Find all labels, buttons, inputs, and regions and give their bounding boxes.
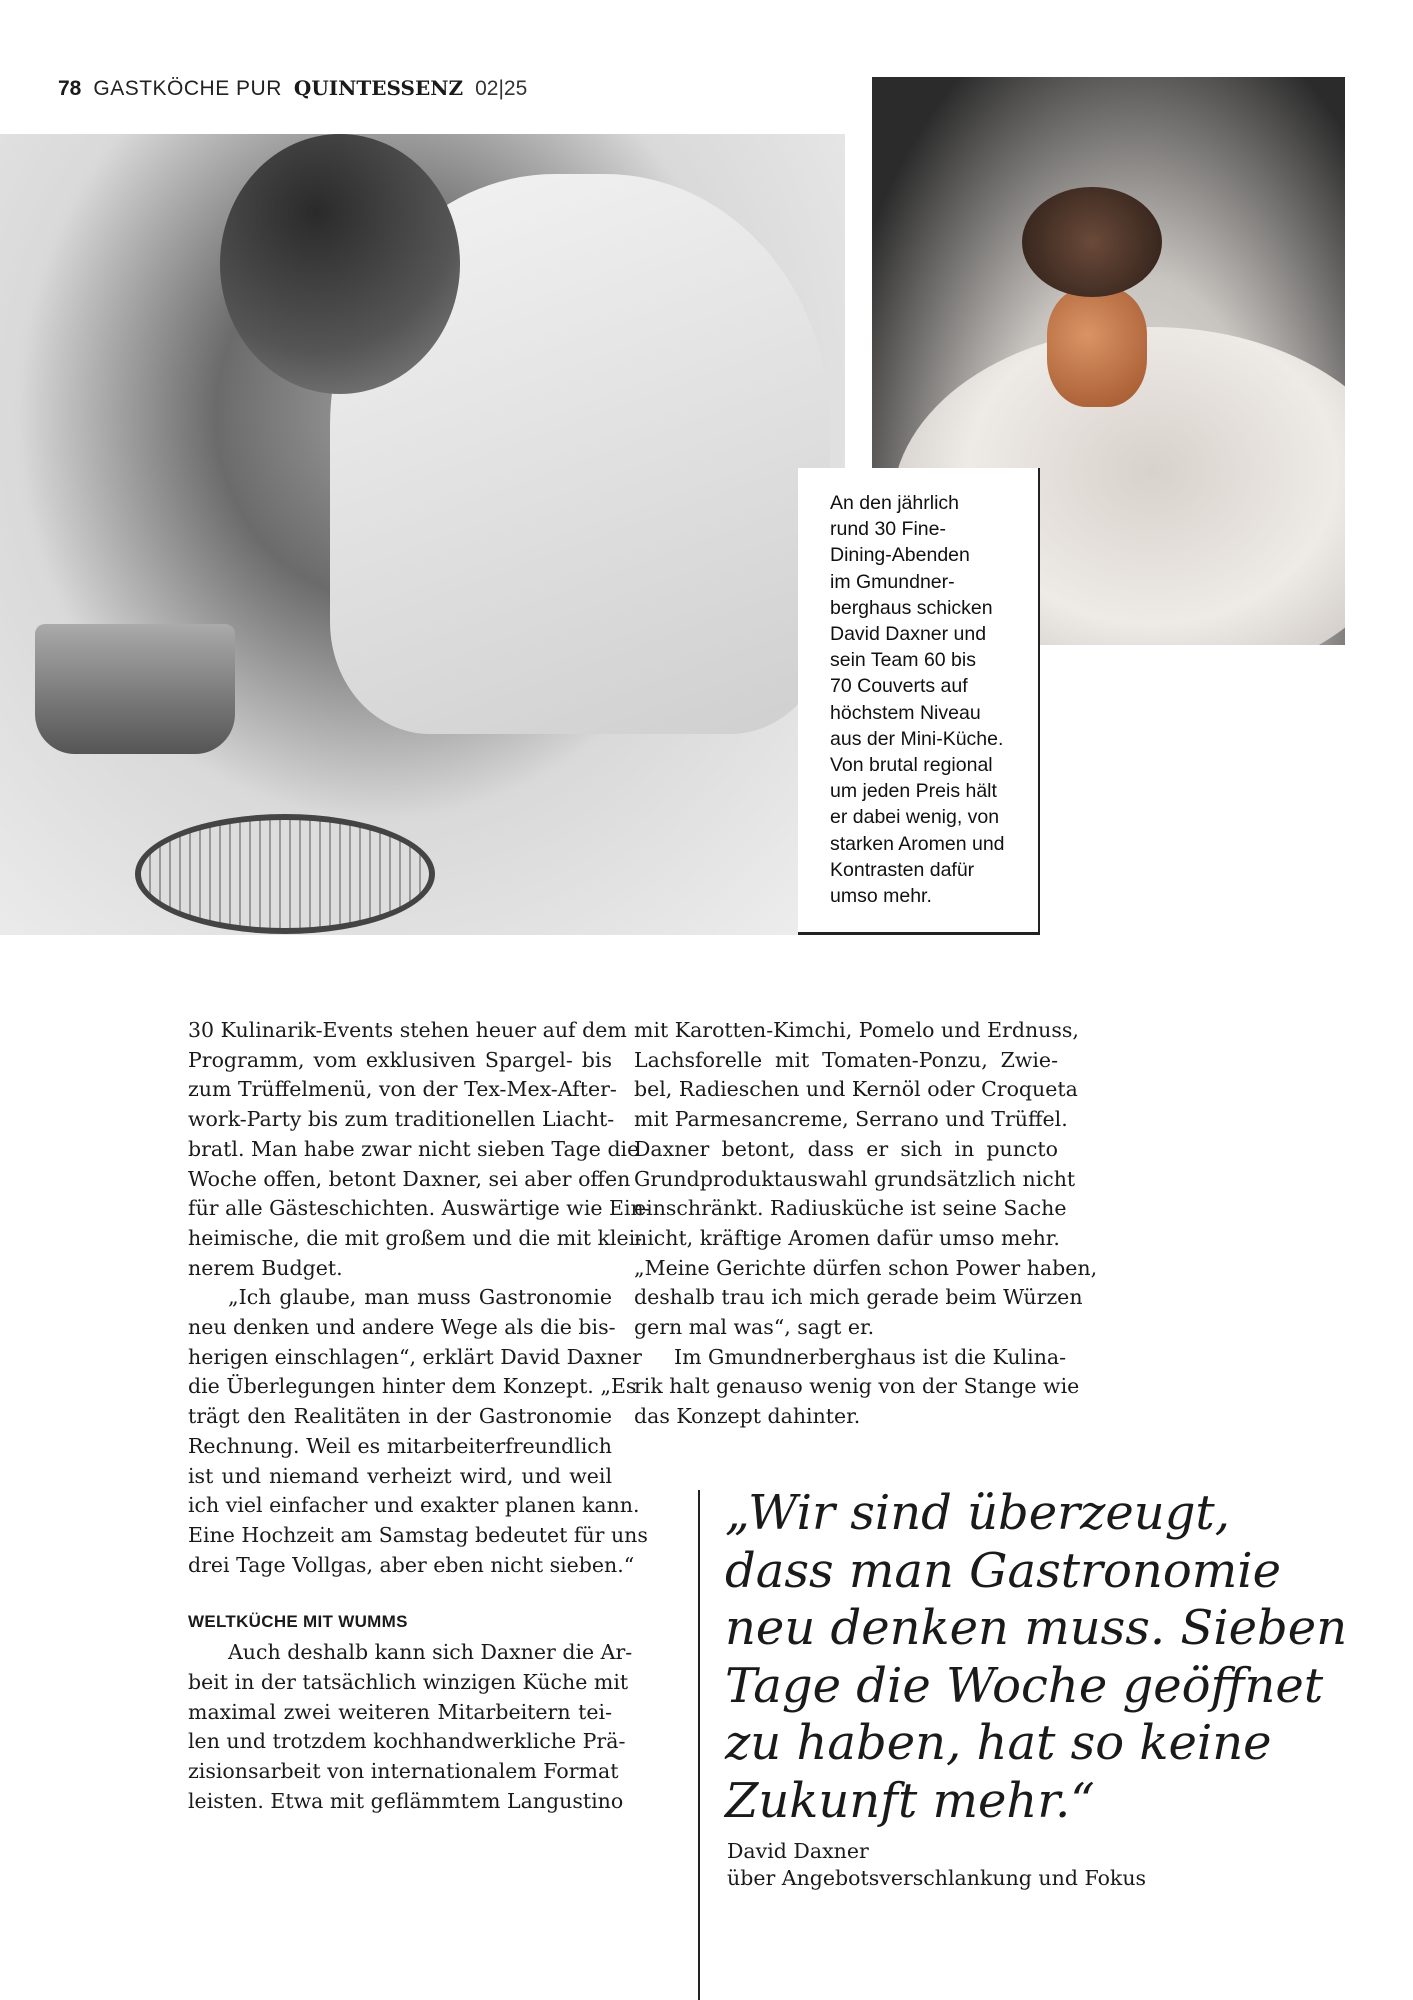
caption-line: An den jährlich xyxy=(830,492,959,514)
caption-line: höchstem Niveau xyxy=(830,701,981,724)
caption-line: David Daxner und xyxy=(830,623,987,646)
text-line: Eine Hochzeit am Samstag bedeutet für uns xyxy=(188,1522,648,1547)
text-line: „Ich glaube, man muss Gastronomie xyxy=(228,1285,612,1310)
text-line: bratl. Man habe zwar nicht sieben Tage die xyxy=(188,1136,640,1161)
text-line: drei Tage Vollgas, aber eben nicht sieben.“ xyxy=(188,1552,635,1577)
text-line: herigen einschlagen“, erklärt David Daxner xyxy=(188,1344,642,1369)
page-header xyxy=(58,76,527,101)
subheading: WELTKÜCHE MIT WUMMS xyxy=(188,1612,408,1632)
caption-line: er dabei wenig, von xyxy=(830,806,1000,829)
paragraph xyxy=(188,1016,651,1283)
text-line: beit in der tatsächlich winzigen Küche mit xyxy=(188,1670,629,1695)
text-line: zum Trüffelmenü, von der Tex-Mex-After- xyxy=(188,1077,617,1102)
caption-line: Dining-Abenden xyxy=(830,544,970,567)
caption-line: 70 Couverts auf xyxy=(830,675,968,698)
quote-line: dass man Gastronomie xyxy=(725,1542,1281,1599)
caption-line: berghaus schicken xyxy=(830,596,993,619)
text-line: deshalb trau ich mich gerade beim Würzen xyxy=(634,1285,1083,1310)
paragraph xyxy=(634,1343,1080,1432)
caption-line: im Gmundner- xyxy=(830,570,955,593)
section-title: GASTKÖCHE PUR xyxy=(93,77,282,100)
text-line: rik halt genauso wenig von der Stange wie xyxy=(634,1374,1080,1399)
text-line: len und trotzdem kochhandwerkliche Prä- xyxy=(188,1729,626,1754)
text-line: Im Gmundnerberghaus ist die Kulina- xyxy=(674,1344,1067,1369)
quote-rule xyxy=(698,1490,700,2000)
text-line: bel, Radieschen und Kernöl oder Croqueta xyxy=(634,1077,1078,1102)
text-line: leisten. Etwa mit geflämmtem Langustino xyxy=(188,1788,624,1813)
paragraph xyxy=(188,1283,648,1580)
quote-line: Zukunft mehr.“ xyxy=(725,1772,1095,1829)
caption-line: Von brutal regional xyxy=(830,754,993,777)
caption-line: um jeden Preis hält xyxy=(830,780,997,803)
text-line: 30 Kulinarik-Events stehen heuer auf dem xyxy=(188,1018,627,1042)
text-line: die Überlegungen hinter dem Konzept. „Es xyxy=(188,1374,637,1399)
text-line: Grundproduktauswahl grundsätzlich nicht xyxy=(634,1166,1076,1191)
text-line: einschränkt. Radiusküche ist seine Sache xyxy=(634,1196,1067,1221)
quote-line: zu haben, hat so keine xyxy=(725,1715,1272,1771)
text-line: das Konzept dahinter. xyxy=(634,1404,861,1429)
pull-quote xyxy=(725,1485,1347,1830)
text-line: für alle Gästeschichten. Auswärtige wie Ein- xyxy=(188,1196,651,1221)
caption-line: starken Aromen und xyxy=(830,832,1005,855)
quote-line: neu denken muss. Sieben xyxy=(725,1600,1348,1656)
text-line: maximal zwei weiteren Mitarbeitern tei- xyxy=(188,1699,612,1724)
article-column-2 xyxy=(634,1016,1098,1432)
caption-line: aus der Mini-Küche. xyxy=(830,727,1004,750)
quote-line: „Wir sind überzeugt, xyxy=(725,1485,1230,1541)
caption-line: sein Team 60 bis xyxy=(830,649,976,672)
quote-attribution xyxy=(727,1838,1146,1892)
caption-line: rund 30 Fine- xyxy=(830,518,946,541)
quote-context: über Angebotsverschlankung und Fokus xyxy=(727,1866,1147,1890)
text-line: gern mal was“, sagt er. xyxy=(634,1315,875,1340)
magazine-title: QUINTESSENZ xyxy=(293,76,464,100)
text-line: work-Party bis zum traditionellen Liacht- xyxy=(188,1107,615,1132)
caption-line: Kontrasten dafür xyxy=(830,858,975,881)
paragraph xyxy=(188,1638,633,1816)
text-line: „Meine Gerichte dürfen schon Power haben, xyxy=(634,1255,1098,1280)
photo-caption xyxy=(798,468,1040,935)
text-line: nicht, kräftige Aromen dafür umso mehr. xyxy=(634,1225,1060,1250)
text-line: Rechnung. Weil es mitarbeiterfreundlich xyxy=(188,1433,612,1458)
text-line: ich viel einfacher und exakter planen kann. xyxy=(188,1493,640,1518)
text-line: mit Parmesancreme, Serrano und Trüffel. xyxy=(634,1107,1068,1132)
text-line: zisionsarbeit von internationalem Format xyxy=(188,1759,619,1784)
text-line: Programm, vom exklusiven Spargel- bis xyxy=(188,1047,612,1072)
issue-number: 02|25 xyxy=(475,77,528,100)
text-line: trägt den Realitäten in der Gastronomie xyxy=(188,1404,612,1429)
text-line: nerem Budget. xyxy=(188,1255,343,1280)
text-line: Daxner betont, dass er sich in puncto xyxy=(634,1136,1058,1161)
paragraph xyxy=(634,1016,1098,1343)
quote-line: Tage die Woche geöffnet xyxy=(725,1657,1324,1714)
page-number: 78 xyxy=(58,77,82,100)
chef-photo xyxy=(0,134,845,935)
caption-line: umso mehr. xyxy=(830,885,932,908)
text-line: Woche offen, betont Daxner, sei aber offen xyxy=(188,1166,631,1191)
text-line: mit Karotten-Kimchi, Pomelo und Erdnuss, xyxy=(634,1018,1079,1042)
article-column-1 xyxy=(188,1016,651,1817)
text-line: neu denken und andere Wege als die bis- xyxy=(188,1315,616,1340)
text-line: Lachsforelle mit Tomaten-Ponzu, Zwie- xyxy=(634,1047,1058,1072)
text-line: heimische, die mit großem und die mit klei- xyxy=(188,1225,643,1250)
text-line: ist und niemand verheizt wird, und weil xyxy=(188,1463,612,1488)
quote-author: David Daxner xyxy=(727,1839,869,1863)
text-line: Auch deshalb kann sich Daxner die Ar- xyxy=(228,1640,633,1665)
